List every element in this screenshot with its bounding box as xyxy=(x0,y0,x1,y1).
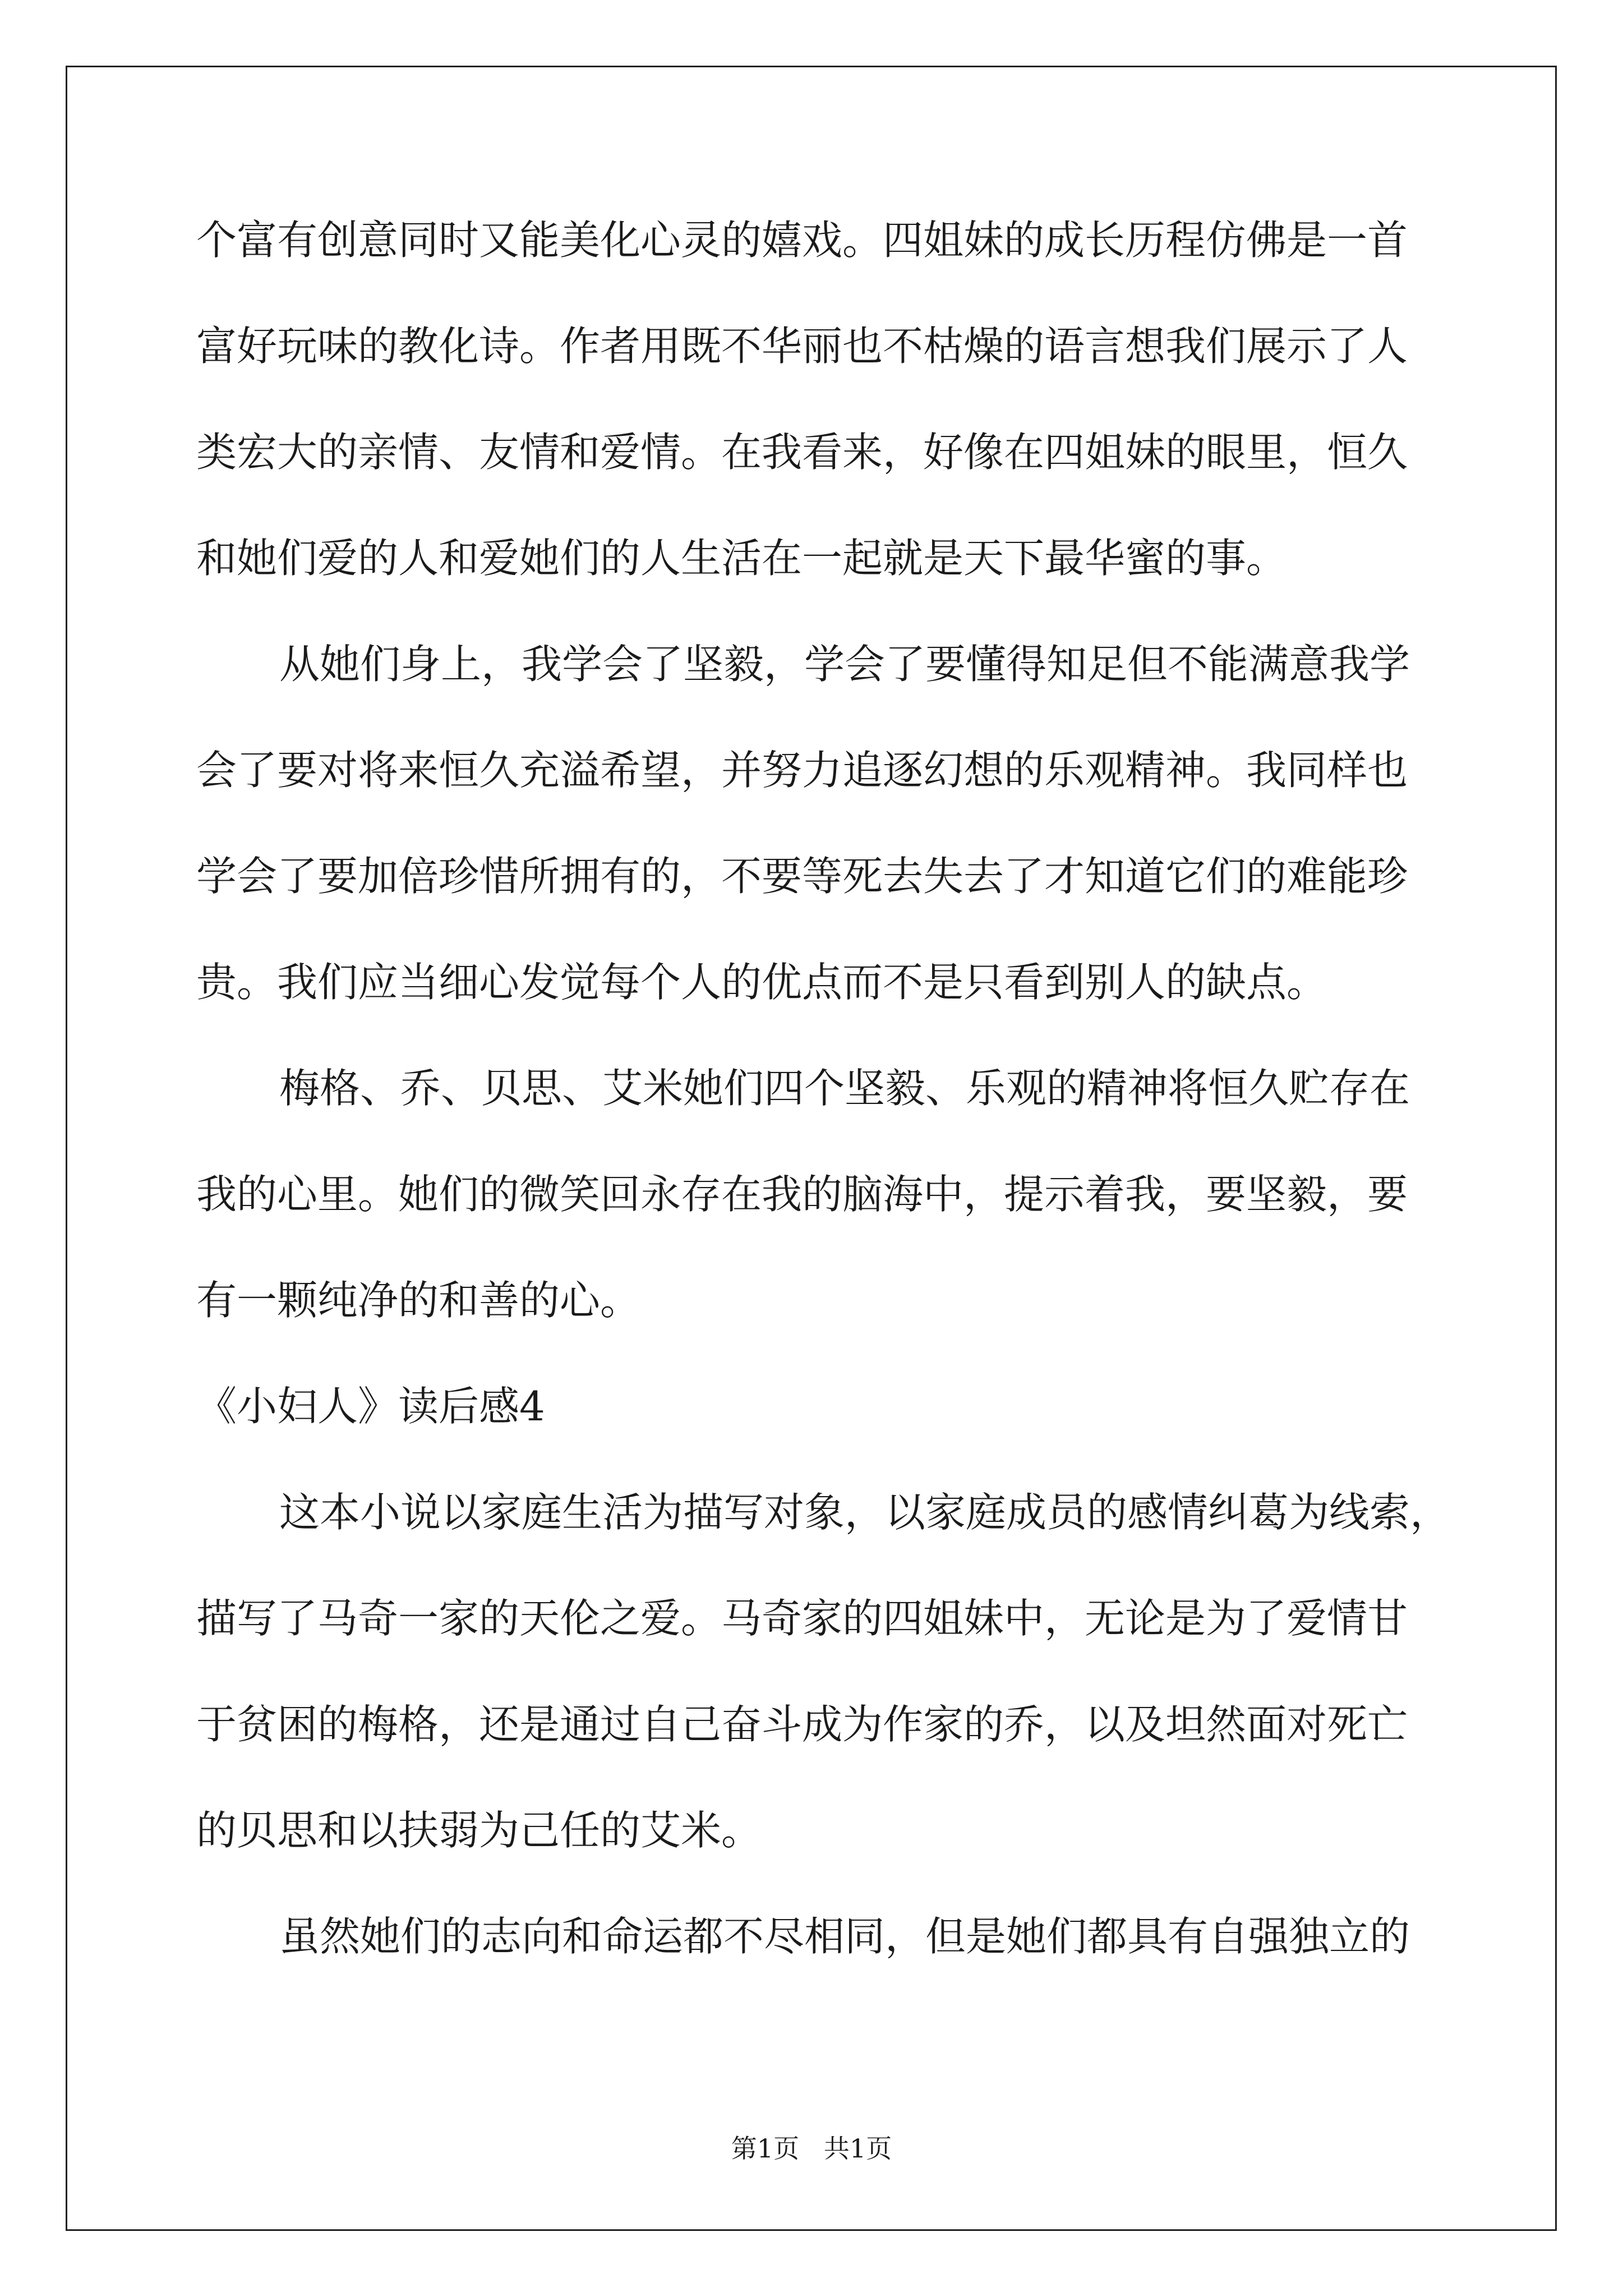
text-line: 会了要对将来恒久充溢希望，并努力追逐幻想的乐观精神。我同样也 xyxy=(196,747,1408,794)
text-line: 和她们爱的人和爱她们的人生活在一起就是天下最华蜜的事。 xyxy=(196,535,1287,582)
text-line: 这本小说以家庭生活为描写对象，以家庭成员的感情纠葛为线索， xyxy=(279,1489,1451,1536)
text-line: 我的心里。她们的微笑回永存在我的脑海中，提示着我，要坚毅，要 xyxy=(196,1171,1408,1218)
text-line: 学会了要加倍珍惜所拥有的，不要等死去失去了才知道它们的难能珍 xyxy=(196,853,1408,900)
text-line: 的贝思和以扶弱为己任的艾米。 xyxy=(196,1807,762,1854)
text-line: 类宏大的亲情、友情和爱情。在我看来，好像在四姐妹的眼里，恒久 xyxy=(196,429,1408,476)
text-line: 贵。我们应当细心发觉每个人的优点而不是只看到别人的缺点。 xyxy=(196,959,1327,1006)
text-line: 个富有创意同时又能美化心灵的嬉戏。四姐妹的成长历程仿佛是一首 xyxy=(196,217,1408,264)
text-line: 有一颗纯净的和善的心。 xyxy=(196,1277,641,1324)
text-line: 梅格、乔、贝思、艾米她们四个坚毅、乐观的精神将恒久贮存在 xyxy=(279,1065,1410,1112)
text-line: 从她们身上，我学会了坚毅，学会了要懂得知足但不能满意我学 xyxy=(279,641,1410,688)
text-line: 描写了马奇一家的天伦之爱。马奇家的四姐妹中，无论是为了爱情甘 xyxy=(196,1595,1408,1642)
text-line: 虽然她们的志向和命运都不尽相同，但是她们都具有自强独立的 xyxy=(279,1913,1410,1960)
section-heading: 《小妇人》读后感4 xyxy=(196,1383,545,1430)
page-border xyxy=(66,66,1557,2231)
text-line: 于贫困的梅格，还是通过自己奋斗成为作家的乔，以及坦然面对死亡 xyxy=(196,1701,1408,1748)
text-line: 富好玩味的教化诗。作者用既不华丽也不枯燥的语言想我们展示了人 xyxy=(196,323,1408,370)
page-footer: 第1页 共1页 xyxy=(731,2133,892,2164)
